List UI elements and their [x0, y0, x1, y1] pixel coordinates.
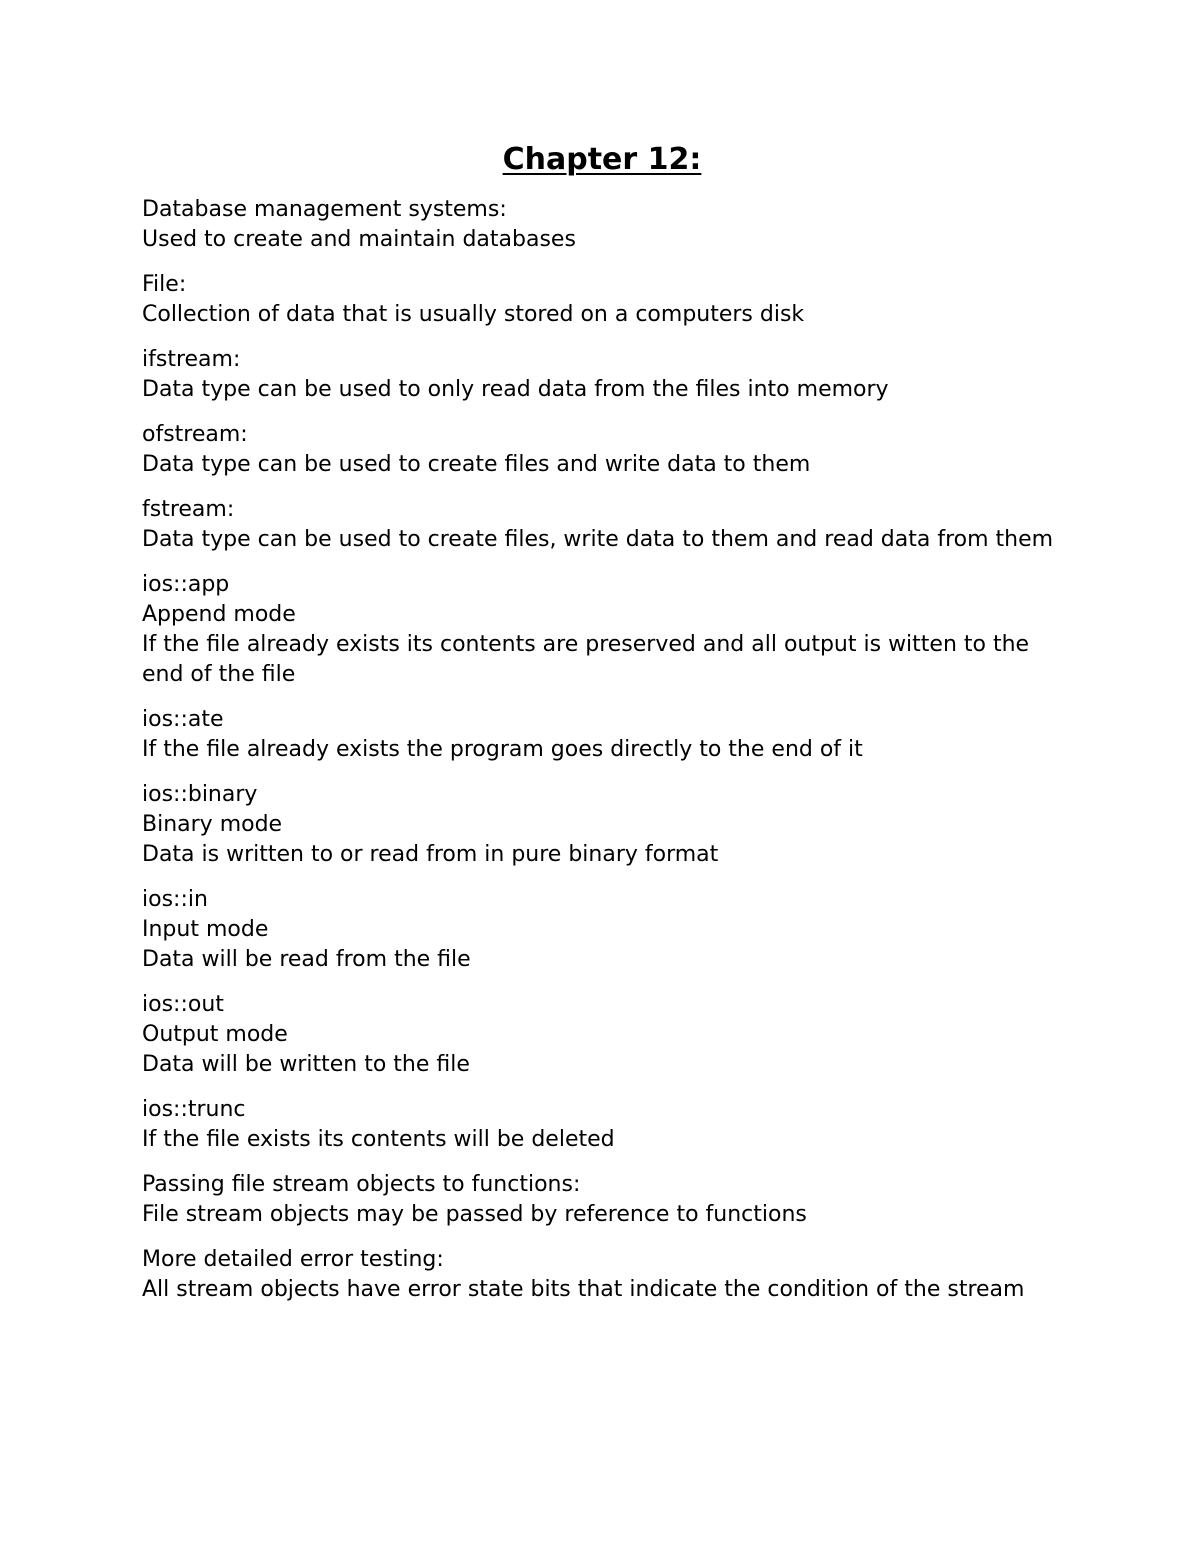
- entry-term: ios::binary: [142, 782, 258, 807]
- entry-term: File:: [142, 272, 187, 297]
- entry-definition: If the file exists its contents will be deleted: [142, 1127, 615, 1152]
- entry-error-testing: [142, 1245, 1062, 1305]
- entry-mode: Append mode: [142, 602, 296, 627]
- entry-term: fstream:: [142, 497, 235, 522]
- entry-definition: Collection of data that is usually stored on a computers disk: [142, 302, 805, 327]
- entry-term: Database management systems:: [142, 197, 507, 222]
- entry-definition: Data type can be used to only read data from the files into memory: [142, 377, 889, 402]
- entry-definition: Data type can be used to create files and write data to them: [142, 452, 811, 477]
- entry-definition: If the file already exists its contents are preserved and all output is witten to the end of the file: [142, 632, 1030, 687]
- entry-file: [142, 270, 1062, 330]
- entry-definition: Data type can be used to create files, write data to them and read data from them: [142, 527, 1054, 552]
- entry-term: More detailed error testing:: [142, 1247, 444, 1272]
- entry-definition: Used to create and maintain databases: [142, 227, 576, 252]
- entry-definition: All stream objects have error state bits that indicate the condition of the stream: [142, 1277, 1025, 1302]
- entry-definition: Data is written to or read from in pure binary format: [142, 842, 719, 867]
- entry-term: ifstream:: [142, 347, 241, 372]
- entry-term: ios::app: [142, 572, 230, 597]
- entry-mode: Binary mode: [142, 812, 283, 837]
- entry-mode: Input mode: [142, 917, 269, 942]
- entry-ofstream: [142, 420, 1062, 480]
- entry-term: ios::trunc: [142, 1097, 246, 1122]
- entry-ios-in: [142, 885, 1062, 975]
- entry-fstream: [142, 495, 1062, 555]
- entry-term: ios::ate: [142, 707, 224, 732]
- entry-ios-trunc: [142, 1095, 1062, 1155]
- entry-ifstream: [142, 345, 1062, 405]
- entry-definition: If the file already exists the program goes directly to the end of it: [142, 737, 863, 762]
- entry-definition: Data will be written to the file: [142, 1052, 470, 1077]
- entry-definition: Data will be read from the file: [142, 947, 471, 972]
- entry-term: ios::out: [142, 992, 224, 1017]
- entry-definition: File stream objects may be passed by reference to functions: [142, 1202, 807, 1227]
- entry-term: Passing file stream objects to functions:: [142, 1172, 581, 1197]
- entry-term: ios::in: [142, 887, 208, 912]
- entry-ios-app: [142, 570, 1062, 690]
- entry-ios-binary: [142, 780, 1062, 870]
- entry-passing-file-stream-objects: [142, 1170, 1062, 1230]
- entry-ios-ate: [142, 705, 1062, 765]
- entry-ios-out: [142, 990, 1062, 1080]
- entry-database-management-systems: [142, 195, 1062, 255]
- document-page: [142, 140, 1062, 1320]
- entry-mode: Output mode: [142, 1022, 288, 1047]
- page-title: Chapter 12:: [502, 142, 702, 177]
- entry-term: ofstream:: [142, 422, 248, 447]
